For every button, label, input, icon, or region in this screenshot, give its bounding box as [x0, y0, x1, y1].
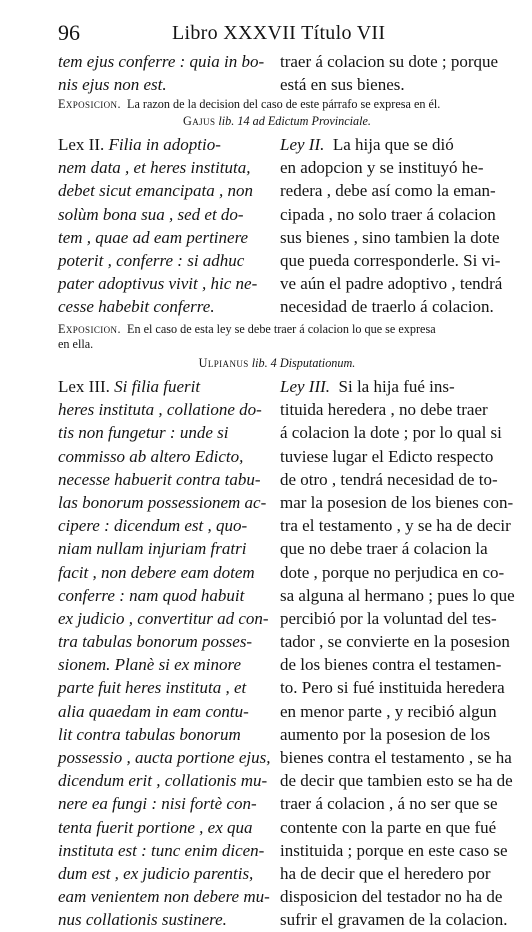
source-author: Ulpianus [198, 356, 249, 370]
lex-iii-label: Lex III. [58, 377, 110, 396]
spanish-line: en menor parte , y recibió algun [280, 701, 497, 721]
latin-line: tenta fuerit portione , ex qua [58, 817, 253, 837]
latin-line: nus collationis sustinere. [58, 910, 227, 930]
spanish-line: Si la hija fué ins- [338, 377, 455, 396]
ley-iii-spanish [280, 375, 515, 932]
spanish-line: de otro , tendrá necesidad de to- [280, 469, 498, 489]
latin-line: cesse habebit conferre. [58, 297, 215, 317]
spanish-line: ha de decir que el heredero por [280, 863, 491, 883]
spanish-continuation [280, 50, 499, 96]
exposicion-label: Exposicion. [58, 322, 121, 336]
spanish-line: de los bienes contra el testamen- [280, 655, 502, 675]
spanish-line: sufrir el gravamen de la colacion. [280, 910, 508, 930]
spanish-line: mar la posesion de los bienes con- [280, 492, 514, 512]
latin-line: eam venientem non debere mu- [58, 887, 270, 907]
latin-line: tem , quae ad eam pertinere [58, 227, 249, 247]
lex-ii-latin [58, 133, 268, 319]
spanish-line: ve aún el padre adoptivo , tendrá [280, 274, 503, 294]
latin-line: cipere : dicendum est , quo- [58, 516, 248, 536]
latin-line: poterit , conferre : si adhuc [58, 250, 245, 270]
spanish-line: de decir que tambien esto se ha de [280, 771, 513, 791]
latin-line: Filia in adoptio- [108, 135, 221, 154]
latin-line: niam nullam injuriam fratri [58, 539, 247, 559]
latin-line: necesse habuerit contra tabu- [58, 469, 261, 489]
running-title: Libro XXXVII Título VII [172, 22, 386, 44]
source-ref: lib. 4 Disputationum. [251, 356, 356, 370]
exposicion-text: En el caso de esta ley se debe traer á colacion lo que se expresa [127, 322, 436, 336]
spanish-line: en adopcion y se instituyó he- [280, 158, 484, 178]
latin-line: facit , non debere eam dotem [58, 562, 255, 582]
latin-line: debet sicut emancipata , non [58, 181, 253, 201]
latin-line: conferre : nam quod habuit [58, 585, 245, 605]
latin-line: alia quaedam in eam contu- [58, 701, 249, 721]
spanish-line: tador , se convierte en la posesion [280, 632, 510, 652]
spanish-line: sus bienes , sino tambien la dote [280, 227, 500, 247]
ley-ii-spanish [280, 133, 503, 319]
spanish-line: cipada , no solo traer á colacion [280, 204, 496, 224]
spanish-line: tituida heredera , no debe traer [280, 400, 488, 420]
latin-line: heres instituta , collatione do- [58, 400, 262, 420]
exposicion-1 [58, 97, 496, 112]
source-author: Gajus [183, 114, 216, 128]
spanish-line: á colacion la dote ; por lo qual si [280, 423, 502, 443]
spanish-line: tuviese lugar el Edicto respecto [280, 446, 494, 466]
latin-line: dicendum erit , collationis mu- [58, 771, 268, 791]
spanish-line: tra el testamento , y se ha de decir [280, 516, 511, 536]
latin-line: pater adoptivus vivit , hic ne- [58, 274, 258, 294]
spanish-line: traer á colacion , á no ser que se [280, 794, 498, 814]
spanish-line: disposicion del testador no ha de [280, 887, 503, 907]
lex-iii-latin [58, 375, 271, 932]
ley-iii-label: Ley III. [280, 377, 331, 396]
exposicion-text: La razon de la decision del caso de este párrafo se expresa en él. [127, 97, 441, 111]
spanish-line: que no debe traer á colacion la [280, 539, 488, 559]
latin-line: instituta est : tunc enim dicen- [58, 840, 265, 860]
ley-ii-label: Ley II. [280, 135, 325, 154]
exposicion-2 [58, 322, 496, 352]
latin-line: dum est , ex judicio parentis, [58, 863, 254, 883]
exposicion-label: Exposicion. [58, 97, 121, 111]
spanish-line: necesidad de traerlo á colacion. [280, 297, 494, 317]
spanish-line: que pueda corresponderle. Si vi- [280, 250, 501, 270]
latin-line: tem ejus conferre : quia in bo- [58, 52, 265, 71]
spanish-line: percibió por la voluntad del tes- [280, 608, 497, 628]
exposicion-text: en ella. [58, 337, 94, 351]
latin-line: possessio , aucta portione ejus, [58, 748, 271, 767]
page-number: 96 [58, 20, 80, 45]
latin-line: solùm bona sua , sed et do- [58, 204, 244, 224]
spanish-line: está en sus bienes. [280, 75, 405, 95]
latin-line: las bonorum possessionem ac- [58, 492, 267, 512]
latin-line: parte fuit heres instituta , et [58, 678, 247, 698]
latin-line: commisso ab altero Edicto, [58, 446, 244, 466]
latin-continuation [58, 50, 268, 96]
latin-line: ex judicio , convertitur ad con- [58, 608, 269, 628]
source-citation-2 [58, 356, 496, 371]
spanish-line: instituida ; porque en este caso se [280, 840, 508, 860]
latin-line: lit contra tabulas bonorum [58, 724, 241, 744]
latin-line: tis non fungetur : unde si [58, 423, 229, 443]
spanish-line: contente con la parte en que fué [280, 817, 497, 837]
running-header [0, 20, 532, 48]
spanish-line: sa alguna al hermano ; pues lo que [280, 585, 515, 605]
spanish-line: aumento por la posesion de los [280, 724, 491, 744]
lex-ii-label: Lex II. [58, 135, 105, 154]
latin-line: sionem. Planè si ex minore [58, 655, 242, 675]
latin-line: Si filia fuerit [114, 377, 201, 396]
latin-line: nem data , et heres instituta, [58, 158, 251, 178]
source-ref: lib. 14 ad Edictum Provinciale. [218, 114, 371, 128]
spanish-line: dote , porque no perjudica en co- [280, 562, 505, 582]
spanish-line: La hija que se dió [332, 135, 454, 154]
spanish-line: redera , debe así como la eman- [280, 181, 496, 201]
source-citation-1 [58, 114, 496, 129]
latin-line: tra tabulas bonorum posses- [58, 632, 253, 652]
latin-line: nere ea fungi : nisi fortè con- [58, 794, 257, 814]
latin-line: nis ejus non est. [58, 75, 167, 95]
spanish-line: bienes contra el testamento , se ha [280, 748, 512, 767]
spanish-line: traer á colacion su dote ; porque [280, 52, 499, 71]
spanish-line: to. Pero si fué instituida heredera [280, 678, 505, 698]
